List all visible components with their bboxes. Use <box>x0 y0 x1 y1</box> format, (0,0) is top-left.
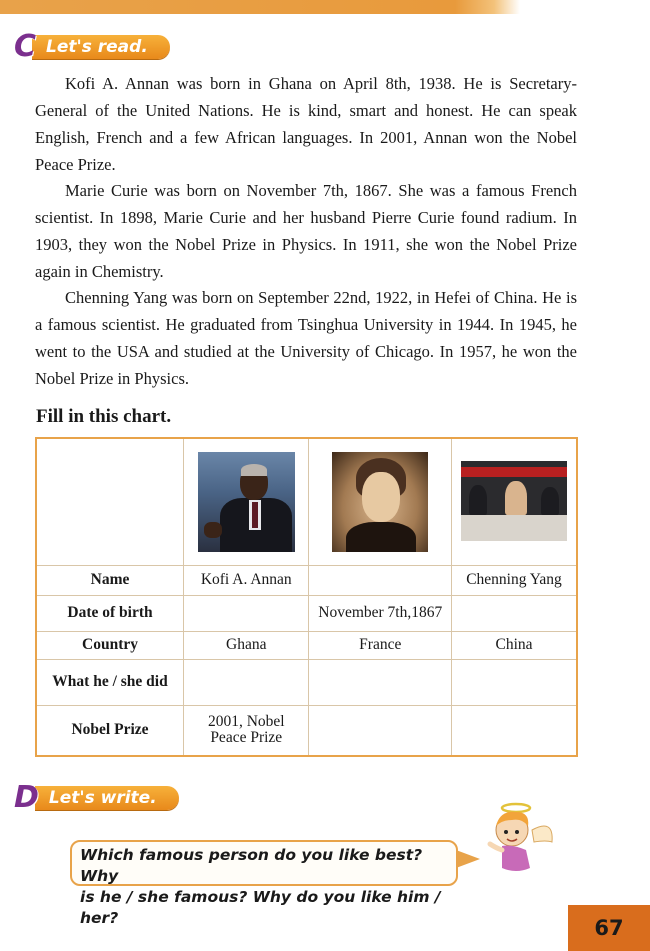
section-letter: C <box>14 29 37 64</box>
table-cell <box>452 659 578 705</box>
prompt-line: is he / she famous? Why do you like him / her? <box>80 888 441 927</box>
marie-curie-photo <box>332 452 428 552</box>
section-title: Let's write. <box>35 786 179 810</box>
table-cell: China <box>452 631 578 659</box>
photo-row <box>36 438 577 565</box>
cherub-angel-illustration <box>476 800 556 880</box>
table-cell: Kofi A. Annan <box>184 565 309 595</box>
table-cell: November 7th,1867 <box>309 595 452 631</box>
table-cell <box>184 659 309 705</box>
chenning-yang-photo <box>461 461 567 541</box>
table-row <box>36 595 577 631</box>
photo-cell <box>184 438 309 565</box>
table-cell <box>309 565 452 595</box>
empty-corner-cell <box>36 438 184 565</box>
row-label: Date of birth <box>36 595 184 631</box>
row-label: What he / she did <box>36 659 184 705</box>
section-letter: D <box>14 780 39 815</box>
write-prompt-bubble <box>70 840 458 927</box>
table-cell <box>309 659 452 705</box>
row-label: Nobel Prize <box>36 705 184 756</box>
table-cell: 2001, Nobel Peace Prize <box>184 705 309 756</box>
photo-cell <box>452 438 578 565</box>
fill-in-chart <box>35 437 578 757</box>
row-label: Country <box>36 631 184 659</box>
table-row <box>36 565 577 595</box>
table-row <box>36 705 577 756</box>
paragraph-annan: Kofi A. Annan was born in Ghana on April 8th, 1938. He is Secretary-General of the United Nations. He is kind, smart and honest. He can speak English, French and a few African languages. In 2001, Annan won the Nobel Peace Prize. <box>35 74 577 174</box>
table-row <box>36 659 577 705</box>
paragraph-yang: Chenning Yang was born on September 22nd, 1922, in Hefei of China. He is a famous scientist. He graduated from Tsinghua University in 1944. In 1945, he went to the USA and studied at the University of Chicago. In 1957, he won the Nobel Prize in Physics. <box>35 288 577 388</box>
table-cell <box>452 705 578 756</box>
kofi-annan-photo <box>198 452 295 552</box>
paragraph-curie: Marie Curie was born on November 7th, 1867. She was a famous French scientist. In 1898, Marie Curie and her husband Pierre Curie found radium. In 1903, they won the Nobel Prize in Physics. In 1911, she won the Nobel Prize again in Chemistry. <box>35 181 577 281</box>
photo-cell <box>309 438 452 565</box>
section-title: Let's read. <box>32 35 170 59</box>
top-decorative-band <box>0 0 650 14</box>
prompt-line: Which famous person do you like best? Why <box>80 846 423 885</box>
row-label: Name <box>36 565 184 595</box>
section-d-banner <box>14 780 179 815</box>
section-c-banner <box>14 29 170 64</box>
table-cell: Ghana <box>184 631 309 659</box>
chart-title: Fill in this chart. <box>36 406 172 427</box>
table-cell <box>452 595 578 631</box>
table-cell <box>184 595 309 631</box>
table-cell: Chenning Yang <box>452 565 578 595</box>
table-row <box>36 631 577 659</box>
page-number: 67 <box>568 905 650 951</box>
table-cell: France <box>309 631 452 659</box>
table-cell <box>309 705 452 756</box>
